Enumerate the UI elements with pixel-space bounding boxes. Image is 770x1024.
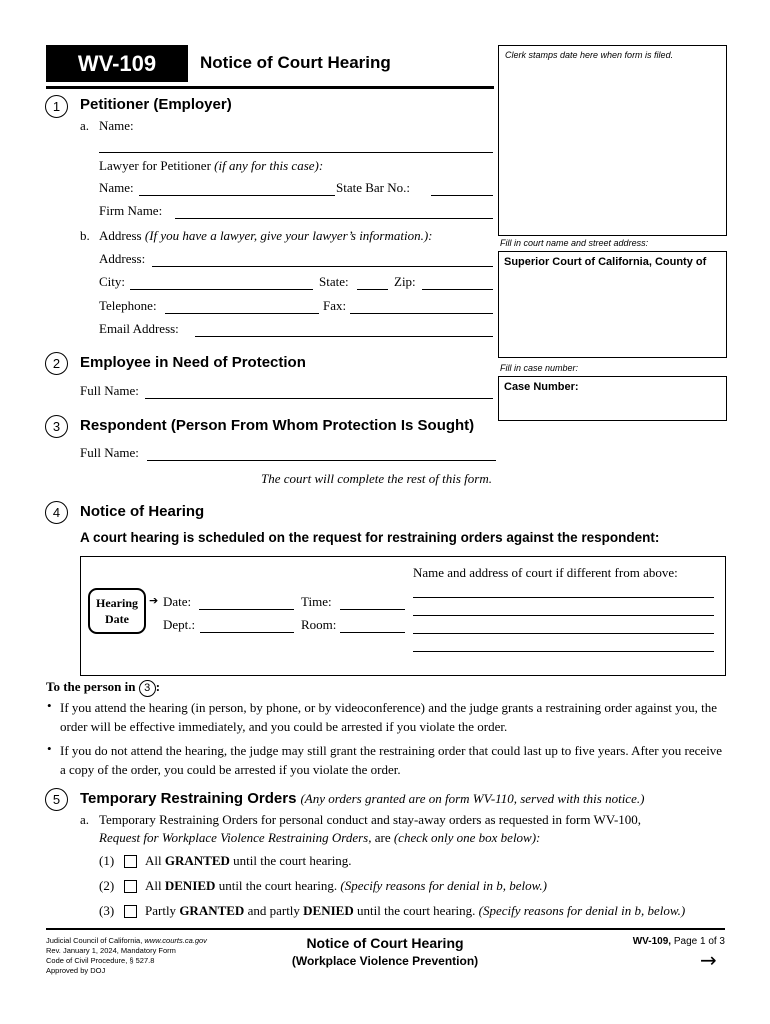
item-5a-text-1: Temporary Restraining Orders for personal conduct and stay-away orders as requested in form WV-100, — [99, 812, 642, 827]
section-5-number: 5 — [45, 788, 68, 811]
lawyer-label-text: Lawyer for Petitioner — [99, 158, 215, 173]
hearing-date-field[interactable] — [199, 609, 294, 610]
option-1-pre: All — [145, 853, 165, 868]
section-2-number: 2 — [45, 352, 68, 375]
option-3-number: (3) — [99, 903, 115, 918]
section-3-number: 3 — [45, 415, 68, 438]
option-2-bold: DENIED — [164, 878, 216, 893]
option-2-text — [145, 878, 547, 894]
court-address-label: Name and address of court if different from above: — [413, 565, 678, 580]
item-a-label: a. — [80, 118, 90, 133]
footer-page-text: Page 1 of 3 — [671, 936, 725, 947]
section-1-heading: Petitioner (Employer) — [80, 96, 232, 113]
section-4-subheading: A court hearing is scheduled on the request for restraining orders against the respondent: — [80, 530, 660, 545]
hearing-dept-field[interactable] — [200, 632, 294, 633]
footer-title: Notice of Court Hearing — [306, 935, 464, 951]
address-note: (If you have a lawyer, give your lawyer’s information.): — [144, 228, 433, 243]
email-label: Email Address: — [99, 321, 179, 336]
section-4-heading: Notice of Hearing — [80, 503, 205, 520]
to-person-colon: : — [155, 679, 161, 694]
state-field[interactable] — [357, 289, 388, 290]
option-3-checkbox[interactable] — [124, 905, 137, 918]
employee-name-field[interactable] — [145, 398, 493, 399]
section-1-number: 1 — [45, 95, 68, 118]
header-rule — [46, 86, 494, 89]
hearing-dept-label: Dept.: — [163, 617, 196, 632]
option-2-note: (Specify reasons for denial in b, below.) — [340, 878, 547, 893]
fax-label: Fax: — [323, 298, 347, 313]
section-5-heading — [80, 790, 644, 808]
city-field[interactable] — [130, 289, 313, 290]
court-address-line-1[interactable] — [413, 597, 714, 598]
telephone-field[interactable] — [165, 313, 319, 314]
bullet-2-text: If you do not attend the hearing, the judge may still grant the restraining order that could last up to five years. After you receive a copy of the order, you could be arrested if you violate the order. — [60, 743, 723, 777]
clerk-stamp-box — [498, 45, 727, 236]
hearing-time-label: Time: — [301, 594, 332, 609]
section-5-heading-note: (Any orders granted are on form WV-110, served with this notice.) — [300, 791, 645, 806]
clerk-stamp-label: Clerk stamps date here when form is filed. — [505, 50, 674, 60]
option-3-pre: Partly — [145, 903, 180, 918]
footer-form-id: WV-109, — [632, 936, 672, 947]
section-5-heading-text: Temporary Restraining Orders — [80, 790, 297, 807]
section-3-heading: Respondent (Person From Whom Protection Is Sought) — [80, 417, 475, 434]
bullet-1-text: If you attend the hearing (in person, by phone, or by videoconference) and the judge grants a restraining order against you, the order will be effective immediately, and you could be arrested if you violate the order. — [60, 700, 718, 734]
item-5a-label: a. — [80, 812, 90, 827]
lawyer-name-label: Name: — [99, 180, 134, 195]
lawyer-note: (if any for this case): — [214, 158, 324, 173]
item-5a-are: are — [371, 830, 394, 845]
next-page-arrow-icon[interactable]: → — [700, 948, 717, 972]
form-id-badge: WV-109 — [46, 45, 188, 82]
hearing-date-label: Date: — [163, 594, 192, 609]
footer-line-3: Code of Civil Procedure, § 527.8 — [46, 956, 155, 965]
address-field[interactable] — [152, 266, 493, 267]
hearing-date-badge — [88, 588, 146, 634]
firm-name-field[interactable] — [175, 218, 493, 219]
footer-line-2: Rev. January 1, 2024, Mandatory Form — [46, 946, 176, 955]
form-title: Notice of Court Hearing — [200, 53, 391, 72]
petitioner-name-label: Name: — [99, 118, 134, 133]
email-field[interactable] — [195, 336, 493, 337]
petitioner-name-field[interactable] — [99, 152, 493, 153]
fax-field[interactable] — [350, 313, 493, 314]
section-4-number: 4 — [45, 501, 68, 524]
firm-name-label: Firm Name: — [99, 203, 163, 218]
state-bar-label: State Bar No.: — [336, 180, 411, 195]
city-label: City: — [99, 274, 126, 289]
form-wv100-title: Request for Workplace Violence Restraining Orders, — [99, 830, 372, 845]
option-2-checkbox[interactable] — [124, 880, 137, 893]
court-name-label: Superior Court of California, County of — [504, 256, 707, 268]
respondent-name-label: Full Name: — [80, 445, 139, 460]
court-complete-note: The court will complete the rest of this form. — [261, 471, 492, 486]
option-2-pre: All — [145, 878, 165, 893]
to-person-ref: 3 — [139, 680, 156, 697]
lawyer-label — [99, 158, 323, 174]
option-3-text — [145, 903, 685, 919]
case-number-caption: Fill in case number: — [500, 363, 579, 373]
telephone-label: Telephone: — [99, 298, 157, 313]
item-5a-text-2 — [99, 830, 540, 846]
option-1-bold: GRANTED — [164, 853, 230, 868]
address-label: Address: — [99, 251, 146, 266]
option-3-mid: and partly — [244, 903, 304, 918]
footer-subtitle: (Workplace Violence Prevention) — [291, 954, 479, 968]
case-number-box[interactable] — [498, 376, 727, 421]
address-heading — [99, 228, 433, 244]
court-name-box[interactable] — [498, 251, 727, 358]
footer-line-4: Approved by DOJ — [46, 966, 106, 975]
respondent-name-field[interactable] — [147, 460, 496, 461]
footer-line-1 — [46, 936, 207, 946]
item-5a-note: (check only one box below): — [393, 830, 541, 845]
state-label: State: — [319, 274, 349, 289]
option-3-note: (Specify reasons for denial in b, below.) — [478, 903, 686, 918]
to-person-label: To the person in — [46, 679, 136, 694]
footer-website[interactable]: www.courts.ca.gov — [144, 936, 207, 945]
court-name-caption: Fill in court name and street address: — [500, 238, 649, 248]
option-1-post: until the court hearing. — [229, 853, 352, 868]
hearing-time-field[interactable] — [340, 609, 405, 610]
arrow-icon: ➔ — [149, 594, 159, 607]
option-1-text — [145, 853, 352, 869]
footer-rule — [46, 928, 725, 930]
option-2-number: (2) — [99, 878, 115, 893]
state-bar-field[interactable] — [431, 195, 493, 196]
item-b-label: b. — [80, 228, 90, 243]
hearing-badge-line1: Hearing — [96, 596, 138, 610]
option-3-bold-2: DENIED — [303, 903, 354, 918]
footer-left — [46, 936, 207, 976]
hearing-room-field[interactable] — [340, 632, 405, 633]
hearing-room-label: Room: — [301, 617, 337, 632]
footer-page-number — [560, 936, 725, 947]
zip-label: Zip: — [394, 274, 416, 289]
bullet-1-dot: • — [47, 698, 52, 713]
option-1-checkbox[interactable] — [124, 855, 137, 868]
lawyer-name-field[interactable] — [139, 195, 335, 196]
option-2-post: until the court hearing. — [215, 878, 341, 893]
section-2-heading: Employee in Need of Protection — [80, 354, 306, 371]
employee-name-label: Full Name: — [80, 383, 139, 398]
hearing-badge-line2: Date — [105, 612, 129, 626]
option-3-bold-1: GRANTED — [179, 903, 245, 918]
footer-council: Judicial Council of California, — [46, 936, 145, 945]
court-address-line-2[interactable] — [413, 615, 714, 616]
case-number-label: Case Number: — [504, 381, 579, 393]
court-address-line-4[interactable] — [413, 651, 714, 652]
to-person-heading — [46, 679, 160, 697]
zip-field[interactable] — [422, 289, 493, 290]
bullet-2-dot: • — [47, 741, 52, 756]
option-3-post: until the court hearing. — [353, 903, 479, 918]
option-1-number: (1) — [99, 853, 115, 868]
court-address-line-3[interactable] — [413, 633, 714, 634]
address-heading-text: Address — [99, 228, 145, 243]
